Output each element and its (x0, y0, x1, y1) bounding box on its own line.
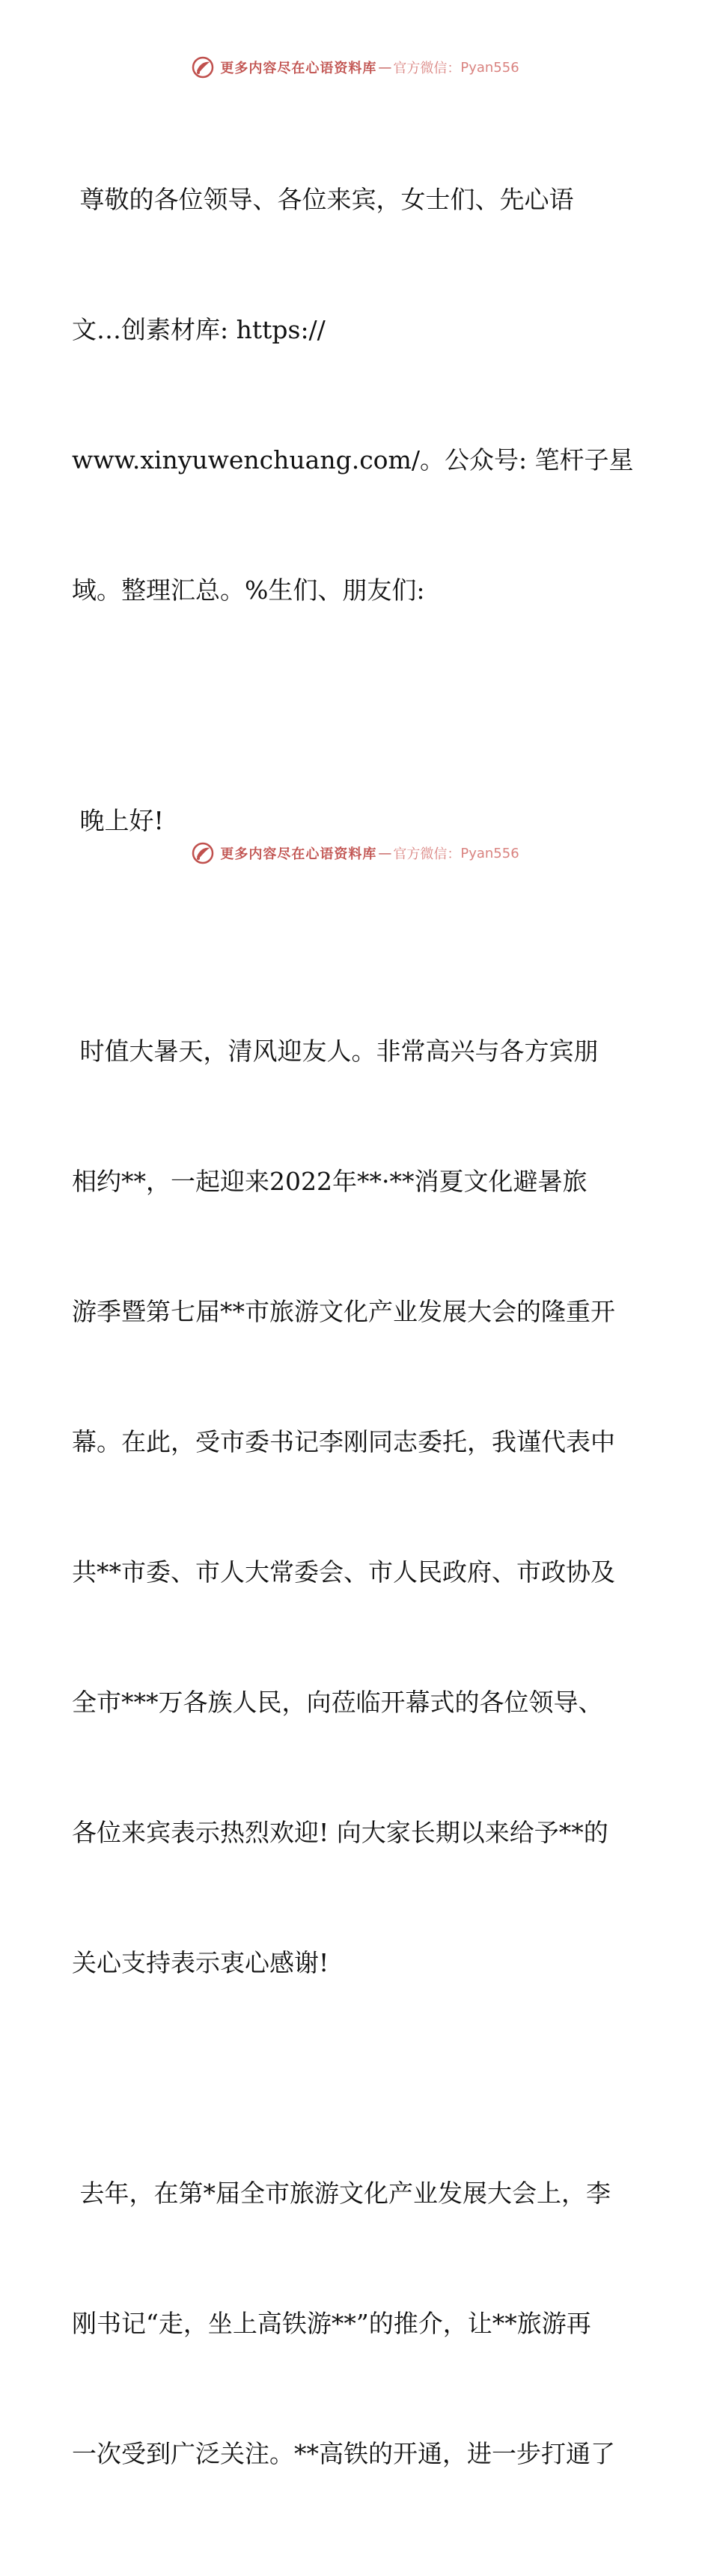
text-line: 全市***万各族人民，向莅临开幕式的各位领导、 (72, 1688, 603, 1717)
text-line: 幕。在此，受市委书记李刚同志委托，我谨代表中 (72, 1427, 615, 1456)
text-line: 游季暨第七届**市旅游文化产业发展大会的隆重开 (72, 1297, 615, 1326)
text-line: 时值大暑天，清风迎友人。非常高兴与各方宾朋 (72, 1037, 599, 1066)
text-line: 一次受到广泛关注。**高铁的开通，进一步打通了 (72, 2439, 615, 2468)
watermark-label: 官方微信： (393, 61, 461, 76)
watermark-brand-text: 更多内容尽在心语资料库 (220, 61, 377, 76)
brand-logo-icon (192, 56, 214, 79)
text-line: 去年，在第*届全市旅游文化产业发展大会上，李 (72, 2179, 611, 2208)
watermark-wechat-id: Pyan556 (460, 845, 519, 861)
text-line: 文…创素材库: https:// (72, 315, 326, 344)
text-line: 域。整理汇总。%生们、朋友们: (72, 576, 425, 605)
text-line: 尊敬的各位领导、各位来宾，女士们、先心语 (72, 185, 574, 214)
text-line: 共**市委、市人大常委会、市人民政府、市政协及 (72, 1557, 615, 1587)
paragraph-opening (72, 943, 641, 2072)
text-line: www.xinyuwenchuang.com/。公众号: 笔杆子星 (72, 445, 634, 474)
text-line: 各位来宾表示热烈欢迎! 向大家长期以来给予**的 (72, 1818, 608, 1847)
watermark-separator: — (378, 845, 392, 861)
text-line: 相约**，一起迎来2022年**·**消夏文化避暑旅 (72, 1167, 588, 1196)
text-line: 刚书记“走，坐上高铁游**”的推介，让**旅游再 (72, 2309, 591, 2338)
document-body (72, 91, 641, 2576)
brand-logo-icon (192, 842, 214, 864)
paragraph-last-year (72, 2085, 641, 2563)
watermark-label: 官方微信： (393, 846, 461, 862)
watermark-wechat-id: Pyan556 (460, 59, 519, 76)
watermark-separator: — (378, 59, 392, 76)
paragraph-greeting (72, 91, 641, 699)
text-line: 关心支持表示衷心感谢! (72, 1948, 329, 1977)
watermark-brand-text: 更多内容尽在心语资料库 (220, 846, 377, 862)
paragraph-good-evening (72, 712, 641, 930)
header-watermark (0, 52, 711, 82)
text-line: 晚上好! (72, 806, 164, 835)
footer-watermark (0, 838, 711, 868)
